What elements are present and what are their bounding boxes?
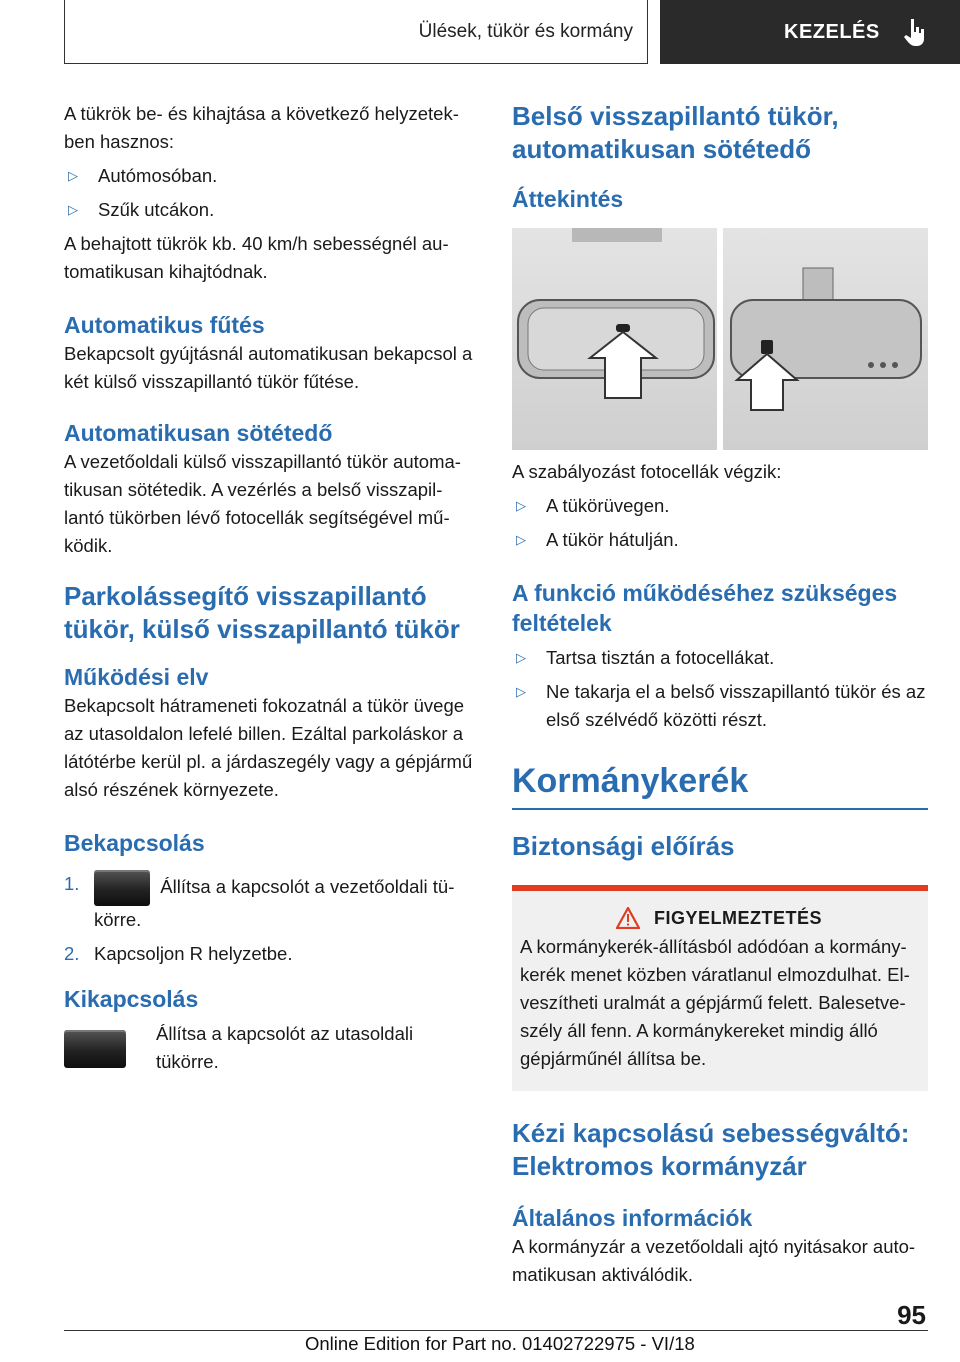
list-item-text: A tükör hátulján.	[546, 529, 679, 550]
fold-text: A behajtott tükrök kb. 40 km/h sebességnél au-tomatikusan kihajtódnak.	[64, 233, 449, 282]
safety-heading: Biztonsági előírás	[512, 831, 735, 861]
switch-off-row	[64, 1020, 480, 1076]
inner-mirror-heading: Belső visszapillantó tükör, automatikusan sötétedő	[512, 101, 839, 164]
conditions-heading: A funkció működéséhez szükséges feltételek	[512, 580, 898, 636]
switch-off-heading: Kikapcsolás	[64, 986, 199, 1012]
footer-divider	[64, 1330, 928, 1331]
page-number: 95	[897, 1300, 926, 1330]
hand-pointer-icon	[902, 17, 928, 47]
header-section	[64, 0, 648, 64]
footer-edition: Online Edition for Part no. 01402722975 - VI/18	[305, 1333, 695, 1354]
principle-text: Bekapcsolt hátrameneti fokozatnál a tükör üvege az utasoldalon lefelé billen. Ezáltal parkoláskor a látótérbe kerül pl. a járdaszegély vagy a gépjármű alsó részének környezete.	[64, 695, 473, 800]
header-section-title: Ülések, tükör és kormány	[418, 20, 633, 42]
regulation-text: A szabályozást fotocellák végzik:	[512, 461, 782, 482]
step-text: Kapcsoljon R helyzetbe.	[94, 943, 293, 964]
heating-text: Bekapcsolt gyújtásnál automatikusan bekapcsol a két külső visszapillantó tükör fűtése.	[64, 343, 473, 392]
warning-triangle-icon	[616, 907, 640, 929]
right-column	[512, 100, 928, 1289]
list-item	[512, 526, 928, 554]
left-column	[64, 100, 480, 1076]
header-chapter-title: KEZELÉS	[784, 20, 880, 43]
warning-box	[512, 885, 928, 1091]
heating-heading: Automatikus fűtés	[64, 312, 265, 338]
manual-transmission-heading: Kézi kapcsolású sebességváltó: Elektromos kormányzár	[512, 1118, 910, 1181]
steering-wheel-heading: Kormánykerék	[512, 758, 928, 810]
warning-text: A kormánykerék-állításból adódóan a kormány-kerék menet közben váratlanul elmozdulhat. El-veszítheti uralmát a gépjármű felett. Balesetve-szély áll fenn. A kormánykereket mindig álló gépjárműnél állítsa be.	[520, 936, 910, 1069]
list-item	[64, 940, 480, 968]
parking-heading: Parkolássegítő visszapillantó tükör, külső visszapillantó tükör	[64, 581, 460, 644]
principle-heading: Működési elv	[64, 664, 209, 690]
warning-title	[520, 907, 918, 929]
dimming-heading: Automatikusan sötétedő	[64, 420, 333, 446]
intro-text: A tükrök be- és kihajtása a következő helyzetek-ben hasznos:	[64, 103, 459, 152]
mirror-illustration	[512, 228, 928, 450]
list-item-text: Tartsa tisztán a fotocellákat.	[546, 647, 775, 668]
list-item	[64, 870, 480, 934]
switch-on-heading: Bekapcsolás	[64, 830, 205, 856]
list-item	[512, 678, 928, 734]
list-item-text: A tükörüvegen.	[546, 495, 670, 516]
bullet-triangle-icon: ▷	[68, 202, 78, 217]
switch-icon	[94, 870, 150, 906]
list-item-text: Autómosóban.	[98, 165, 218, 186]
general-info-heading: Általános információk	[512, 1205, 753, 1231]
bullet-triangle-icon: ▷	[68, 168, 78, 183]
list-item	[64, 196, 480, 224]
switch-off-text: Állítsa a kapcsolót az utasoldali tükörre.	[156, 1023, 414, 1072]
bullet-triangle-icon: ▷	[516, 532, 526, 547]
bullet-triangle-icon: ▷	[516, 650, 526, 665]
header-chapter	[660, 0, 960, 64]
bullet-triangle-icon: ▷	[516, 498, 526, 513]
general-info-text: A kormányzár a vezetőoldali ajtó nyitásakor auto-matikusan aktiválódik.	[512, 1236, 916, 1285]
list-item	[512, 644, 928, 672]
dimming-text: A vezetőoldali külső visszapillantó tükör automa-tikusan sötétedik. A vezérlés a belső visszapil-lantó tükörben lévő fotocellák segítségével mű-ködik.	[64, 451, 461, 556]
overview-heading: Áttekintés	[512, 186, 624, 212]
warning-label: FIGYELMEZTETÉS	[653, 907, 822, 928]
list-item	[512, 492, 928, 520]
list-item	[64, 162, 480, 190]
step-number: 2.	[64, 943, 80, 964]
step-text: Állítsa a kapcsolót a vezetőoldali tü-körre.	[94, 875, 455, 930]
mirror-back-image	[723, 228, 928, 450]
switch-icon	[64, 1030, 126, 1068]
mirror-front-image	[512, 228, 717, 450]
list-item-text: Ne takarja el a belső visszapillantó tükör és az első szélvédő közötti részt.	[546, 681, 926, 730]
bullet-triangle-icon: ▷	[516, 684, 526, 699]
list-item-text: Szűk utcákon.	[98, 199, 215, 220]
step-number: 1.	[64, 873, 80, 894]
